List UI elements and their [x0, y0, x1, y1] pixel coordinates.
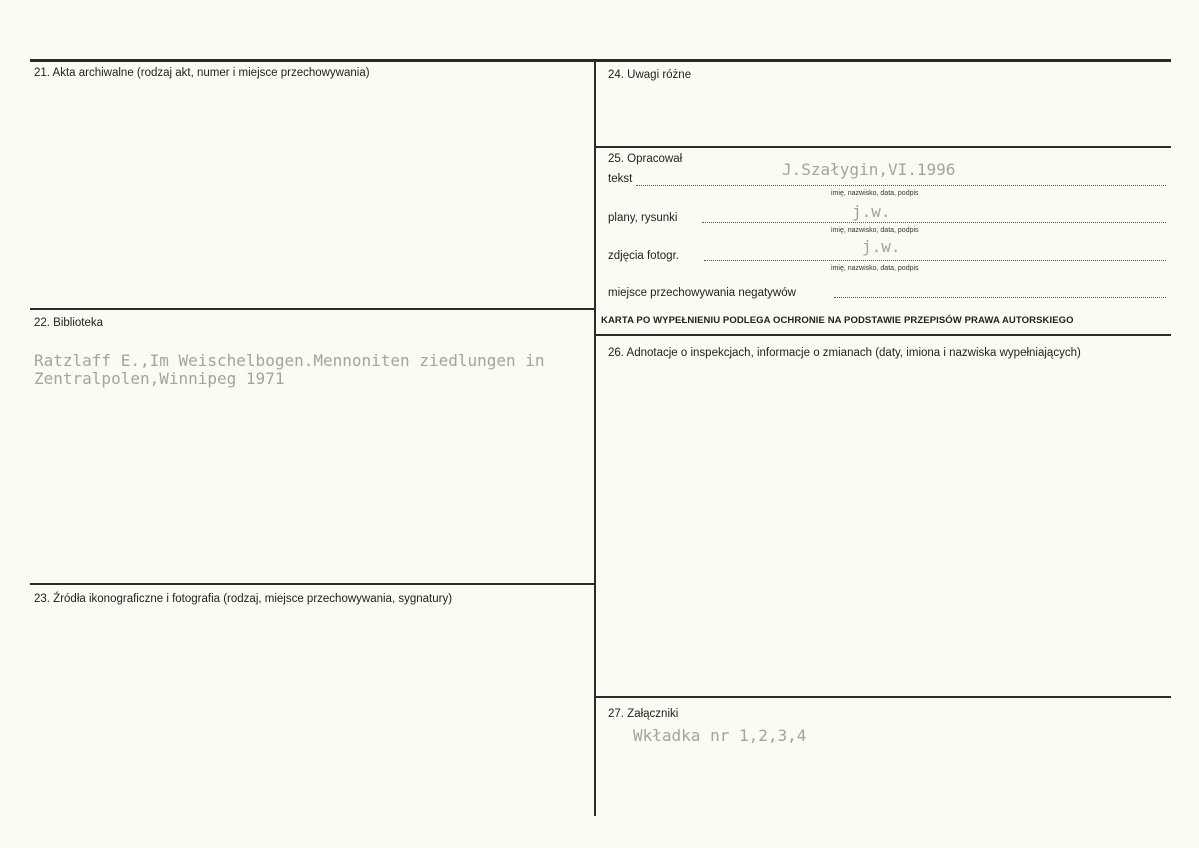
- negatywy-label: miejsce przechowywania negatywów: [608, 287, 796, 299]
- zdjecia-dotted-line: [704, 260, 1166, 261]
- section-27-label: 27. Załączniki: [608, 708, 679, 720]
- tekst-label: tekst: [608, 173, 633, 185]
- copyright-notice: KARTA PO WYPEŁNIENIU PODLEGA OCHRONIE NA PODSTAWIE PRZEPISÓW PRAWA AUTORSKIEGO: [601, 315, 1074, 326]
- tekst-caption: imię, nazwisko, data, podpis: [831, 190, 919, 197]
- section-26-label: 26. Adnotacje o inspekcjach, informacje o zmianach (daty, imiona i nazwiska wypełniających): [608, 347, 1081, 359]
- plany-caption: imię, nazwisko, data, podpis: [831, 227, 919, 234]
- tekst-value: J.Szałygin,VI.1996: [782, 160, 956, 179]
- section-21-label: 21. Akta archiwalne (rodzaj akt, numer i miejsce przechowywania): [34, 67, 370, 79]
- section-27-entry: Wkładka nr 1,2,3,4: [633, 726, 807, 745]
- divider-24-25: [596, 146, 1171, 148]
- plany-label: plany, rysunki: [608, 212, 678, 224]
- divider-26-27: [596, 696, 1171, 698]
- section-22-entry-line2: Zentralpolen,Winnipeg 1971: [34, 369, 285, 388]
- section-24-label: 24. Uwagi różne: [608, 69, 692, 81]
- top-rule: [30, 59, 1171, 62]
- zdjecia-value: j.w.: [862, 237, 901, 256]
- section-25-label: 25. Opracował: [608, 153, 683, 165]
- zdjecia-caption: imię, nazwisko, data, podpis: [831, 265, 919, 272]
- tekst-dotted-line: [636, 185, 1166, 186]
- center-divider: [594, 60, 596, 816]
- section-22-label: 22. Biblioteka: [34, 317, 104, 329]
- zdjecia-label: zdjęcia fotogr.: [608, 250, 679, 262]
- divider-21-22: [30, 308, 595, 310]
- plany-value: j.w.: [852, 202, 891, 221]
- section-22-entry-line1: Ratzlaff E.,Im Weischelbogen.Mennoniten ziedlungen in: [34, 351, 545, 370]
- plany-dotted-line: [702, 222, 1166, 223]
- divider-22-23: [30, 583, 595, 585]
- negatywy-dotted-line: [834, 297, 1166, 298]
- section-23-label: 23. Źródła ikonograficzne i fotografia (rodzaj, miejsce przechowywania, sygnatury): [34, 593, 453, 605]
- divider-25-26: [596, 334, 1171, 336]
